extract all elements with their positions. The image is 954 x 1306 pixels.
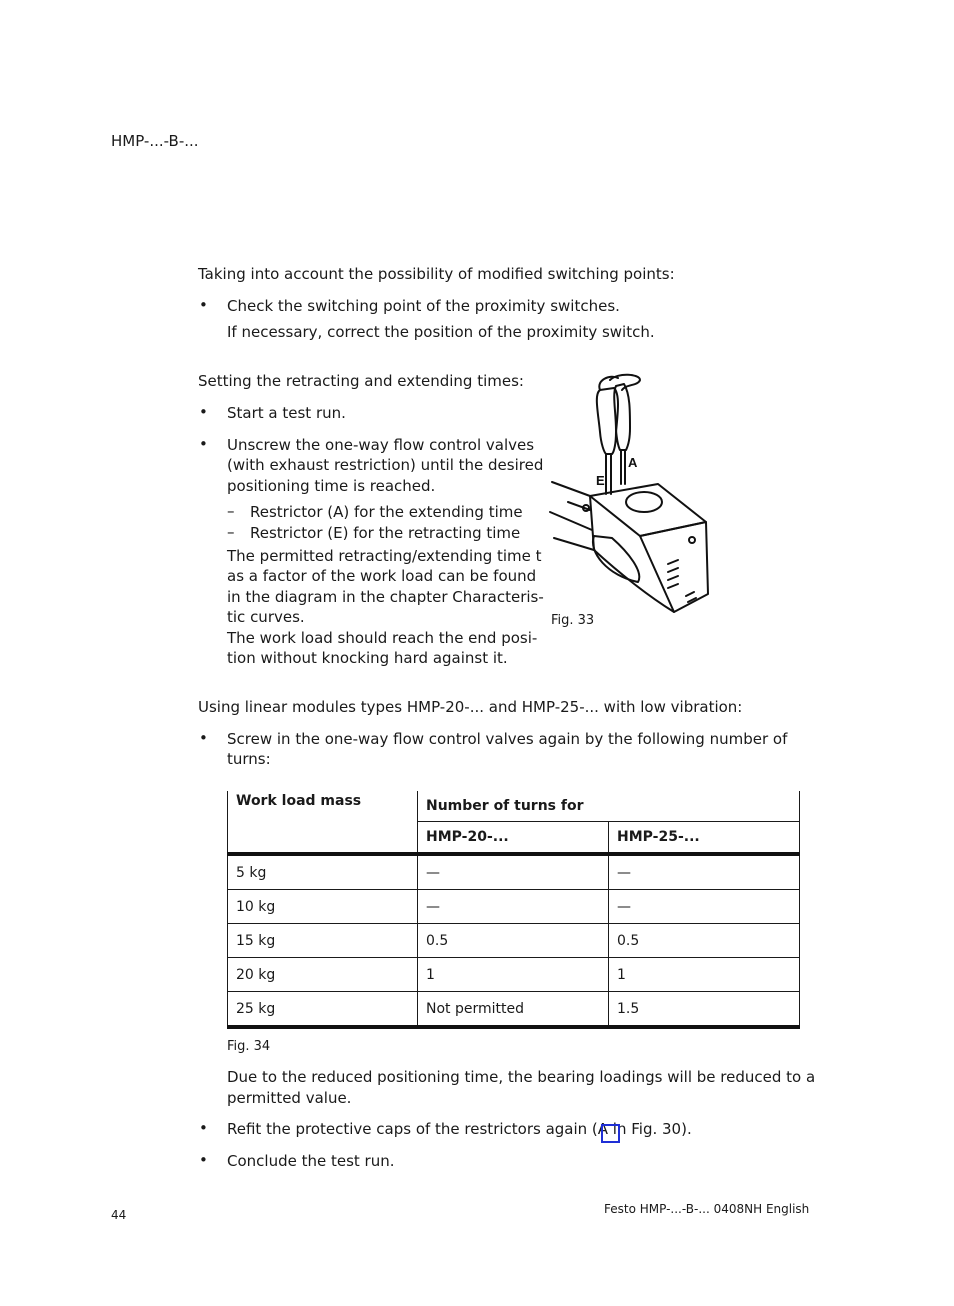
para-end-position-line-2: tion without knocking hard against it. [227,649,508,667]
turns-table [227,791,800,1029]
cell-hmp20: 0.5 [418,924,609,958]
col-header-hmp20: HMP-20-... [418,822,609,855]
table-row [228,958,800,992]
bullet-unscrew-line-3: positioning time is reached. [227,477,436,495]
cell-mass: 10 kg [228,890,418,924]
page-header-model: HMP-...-B-... [111,132,199,150]
para-permitted-time-line-1: The permitted retracting/extending time t [227,547,542,565]
bullet-refit-caps: Refit the protective caps of the restrictors again (A in Fig. 30). [227,1120,692,1138]
cell-hmp20: — [418,890,609,924]
bullet-screw-in-line-1: Screw in the one-way flow control valves again by the following number of [227,730,788,748]
note-correct-position: If necessary, correct the position of the proximity switch. [227,323,655,341]
bullet-marker: • [199,729,208,747]
cell-hmp20: Not permitted [418,992,609,1028]
dash-marker: – [227,523,235,541]
cell-hmp25: 1.5 [609,992,800,1028]
bullet-unscrew-line-2: (with exhaust restriction) until the desired [227,456,544,474]
intro-setting-times: Setting the retracting and extending times: [198,372,524,390]
bullet-conclude-test-run: Conclude the test run. [227,1152,395,1170]
cell-hmp20: — [418,854,609,890]
para-end-position-line-1: The work load should reach the end posi- [227,629,538,647]
bullet-check-switching: Check the switching point of the proximity switches. [227,297,620,315]
bullet-marker: • [199,435,208,453]
fig34-caption: Fig. 34 [227,1039,271,1054]
cell-mass: 25 kg [228,992,418,1028]
bullet-marker: • [199,1151,208,1169]
fig33-caption: Fig. 33 [551,613,595,628]
para-reduced-loading-line-2: permitted value. [227,1089,352,1107]
cell-hmp25: 1 [609,958,800,992]
intro-switching-points: Taking into account the possibility of modified switching points: [198,265,675,283]
bullet-unscrew-line-1: Unscrew the one-way flow control valves [227,436,535,454]
fig33-illustration [548,372,718,618]
cell-hmp25: 0.5 [609,924,800,958]
table-row [228,854,800,890]
table-row [228,890,800,924]
col-header-hmp25: HMP-25-... [609,822,800,855]
fig33-label-a: A [628,455,638,470]
cell-hmp25: — [609,890,800,924]
col-header-number-of-turns: Number of turns for [418,791,800,822]
cell-mass: 20 kg [228,958,418,992]
table-row [228,924,800,958]
sub-item-restrictor-a: Restrictor (A) for the extending time [250,503,523,521]
para-permitted-time-line-2: as a factor of the work load can be found [227,567,537,585]
para-reduced-loading-line-1: Due to the reduced positioning time, the bearing loadings will be reduced to a [227,1068,816,1086]
intro-low-vibration: Using linear modules types HMP-20-... and HMP-25-... with low vibration: [198,698,743,716]
page-number: 44 [111,1208,127,1222]
cell-mass: 5 kg [228,854,418,890]
table-row [228,992,800,1028]
cell-mass: 15 kg [228,924,418,958]
bullet-marker: • [199,1119,208,1137]
cell-hmp25: — [609,854,800,890]
highlight-box [601,1124,620,1143]
para-permitted-time-line-4: tic curves. [227,608,305,626]
bullet-start-test-run: Start a test run. [227,404,346,422]
bullet-marker: • [199,403,208,421]
bullet-marker: • [199,296,208,314]
cell-hmp20: 1 [418,958,609,992]
col-header-work-load-mass: Work load mass [228,791,418,854]
footer-doc-info: Festo HMP-...-B-... 0408NH English [604,1202,810,1216]
table-header-row [228,791,800,822]
fig33-label-e: E [596,473,605,488]
sub-item-restrictor-e: Restrictor (E) for the retracting time [250,524,521,542]
para-permitted-time-line-3: in the diagram in the chapter Characteris- [227,588,544,606]
dash-marker: – [227,502,235,520]
bullet-screw-in-line-2: turns: [227,750,271,768]
